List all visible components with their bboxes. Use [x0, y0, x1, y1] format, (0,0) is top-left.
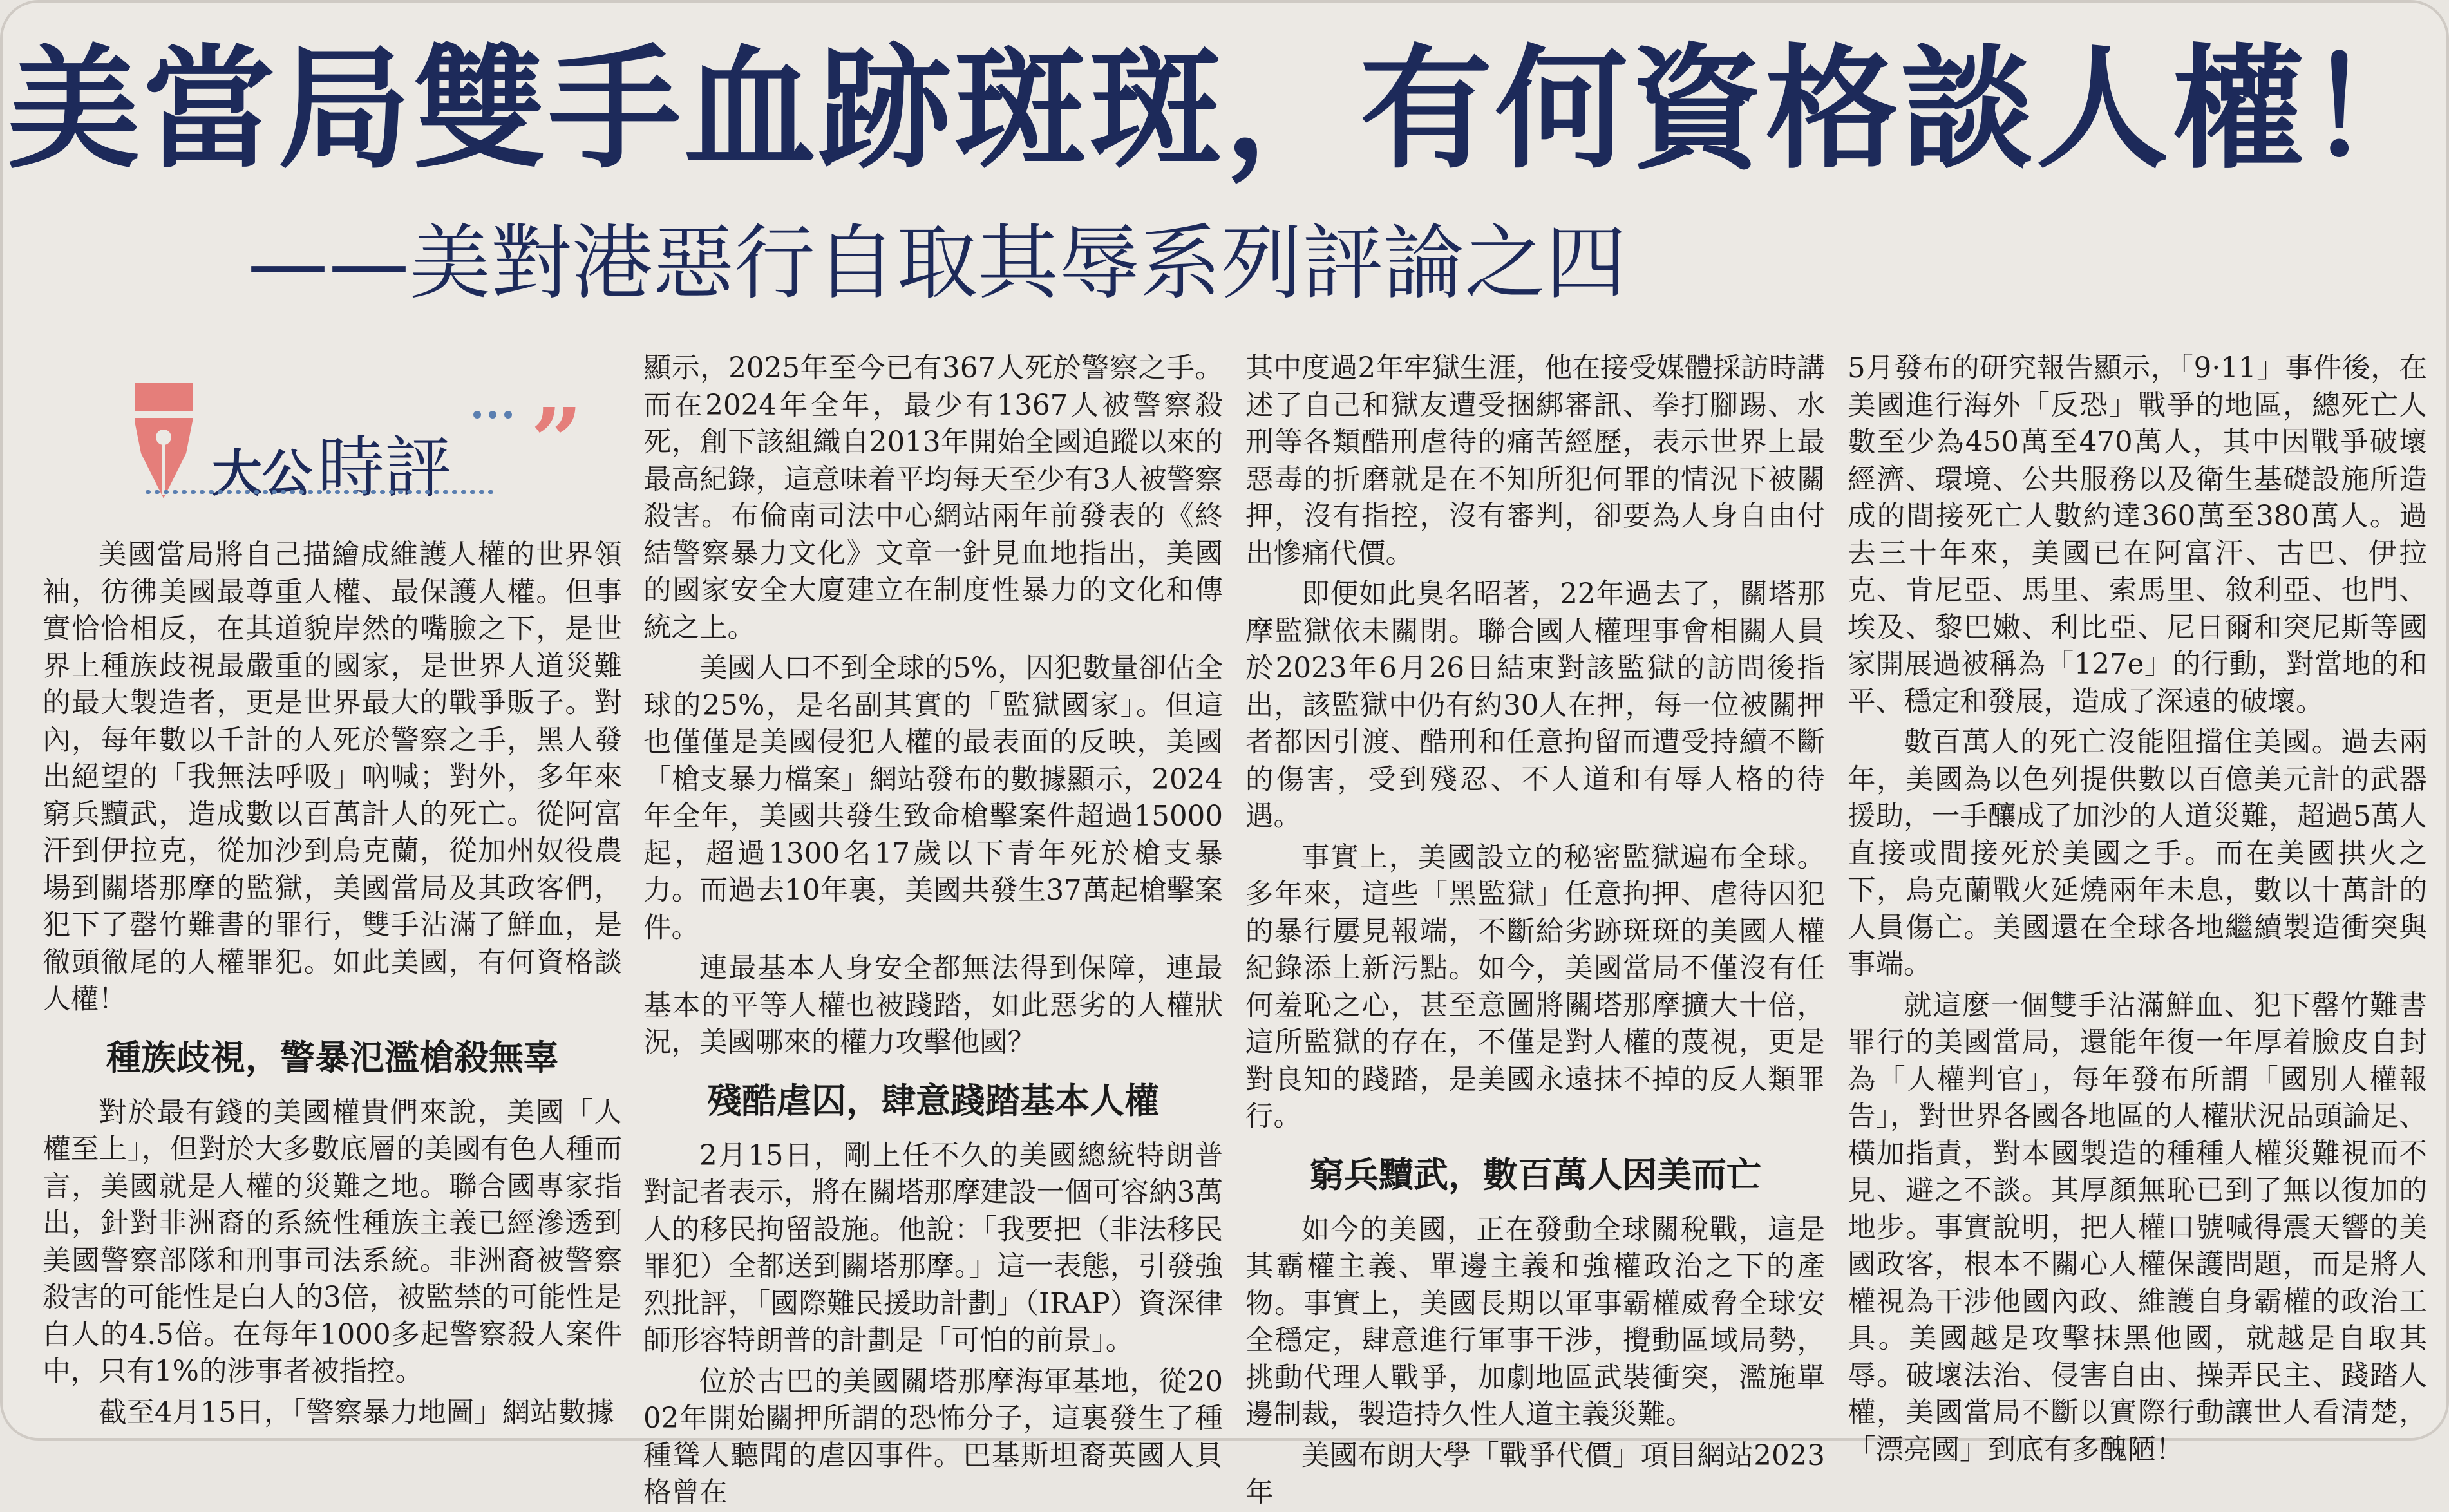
page-title: 美當局雙手血跡斑斑，有何資格談人權！ [7, 31, 2442, 187]
paragraph: 顯示，2025年至今已有367人死於警察之手。而在2024年全年，最少有1367人被警察殺死，創下該組織自2013年開始全國追蹤以來的最高紀錄，這意味着平均每天至少有3人被警察殺害。布倫南司法中心網站兩年前發表的《終結警察暴力文化》文章一針見血地指出，美國的國家安全大廈建立在制度性暴力的文化和傳統之上。 [643, 352, 1223, 644]
paragraph: 如今的美國，正在發動全球關稅戰，這是其霸權主義、單邊主義和強權政治之下的產物。事實上，美國長期以軍事霸權威脅全球安全穩定，肆意進行軍事干涉，攪動區域局勢，挑動代理人戰爭，加劇地區武裝衝突，濫施單邊制裁，製造持久性人道主義災難。 [1245, 1213, 1825, 1431]
paragraph: 即便如此臭名昭著，22年過去了，關塔那摩監獄依未關閉。聯合國人權理事會相關人員於2023年6月26日結束對該監獄的訪問後指出，該監獄中仍有約30人在押，每一位被關押者都因引渡、酷刑和任意拘留而遭受持續不斷的傷害，受到殘忍、不人道和有辱人格的待遇。 [1245, 578, 1825, 833]
paragraph: 對於最有錢的美國權貴們來說，美國「人權至上」，但對於大多數底層的美國有色人種而言，美國就是人權的災難之地。聯合國專家指出，針對非洲裔的系統性種族主義已經滲透到美國警察部隊和刑事司法系統。非洲裔被警察殺害的可能性是白人的3倍，被監禁的可能性是白人的4.5倍。在每年1000多起警察殺人案件中，只有1%的涉事者被指控。 [43, 1096, 622, 1388]
column-logo [122, 376, 611, 505]
article-column-4 [1848, 350, 2427, 1466]
paragraph: 連最基本人身安全都無法得到保障，連最基本的平等人權也被踐踏，如此惡劣的人權狀況，美國哪來的權力攻擊他國？ [643, 952, 1223, 1059]
quote-mark-icon [469, 389, 611, 495]
paragraph: 2月15日，剛上任不久的美國總統特朗普對記者表示，將在關塔那摩建設一個可容納3萬人的移民拘留設施。他說：「我要把（非法移民罪犯）全都送到關塔那摩。」這一表態，引發強烈批評，「國際難民援助計劃」（IRAP）資深律師形容特朗普的計劃是「可怕的前景」。 [643, 1139, 1223, 1357]
paragraph: 其中度過2年牢獄生涯，他在接受媒體採訪時講述了自己和獄友遭受捆綁審訊、拳打腳踢、水刑等各類酷刑虐待的痛苦經歷，表示世界上最惡毒的折磨就是在不知所犯何罪的情況下被關押，沒有指控，沒有審判，卻要為人身自由付出慘痛代價。 [1245, 352, 1825, 570]
paragraph: 美國人口不到全球的5%，囚犯數量卻佔全球的25%，是名副其實的「監獄國家」。但這也僅僅是美國侵犯人權的最表面的反映，美國「槍支暴力檔案」網站發布的數據顯示，2024年全年，美國共發生致命槍擊案件超過15000起，超過1300名17歲以下青年死於槍支暴力。而過去10年裏，美國共發生37萬起槍擊案件。 [643, 652, 1223, 944]
section-heading: 種族歧視，警暴氾濫槍殺無辜 [106, 1037, 558, 1078]
section-heading: 殘酷虐囚，肆意踐踏基本人權 [707, 1080, 1159, 1121]
paragraph: 位於古巴的美國關塔那摩海軍基地，從2002年開始關押所謂的恐怖分子，這裏發生了種種聳人聽聞的虐囚事件。巴基斯坦裔英國人貝格曾在 [643, 1365, 1223, 1509]
logo-column: 時評 [317, 428, 452, 507]
section-heading: 窮兵黷武，數百萬人因美而亡 [1309, 1154, 1761, 1195]
paragraph: 事實上，美國設立的秘密監獄遍布全球。多年來，這些「黑監獄」任意拘押、虐待囚犯的暴行屢見報端，不斷給劣跡斑斑的美國人權紀錄添上新污點。如今，美國當局不僅沒有任何羞恥之心，甚至意圖將關塔那摩擴大十倍，這所監獄的存在，不僅是對人權的蔑視，更是對良知的踐踏，是美國永遠抹不掉的反人類罪行。 [1245, 841, 1825, 1133]
paragraph: 就這麼一個雙手沾滿鮮血、犯下罄竹難書罪行的美國當局，還能年復一年厚着臉皮自封為「人權判官」，每年發布所謂「國別人權報告」，對世界各國各地區的人權狀況品頭論足、橫加指責，對本國製造的種種人權災難視而不見、避之不談。其厚顏無恥已到了無以復加的地步。事實說明，把人權口號喊得震天響的美國政客，根本不關心人權保護問題，而是將人權視為干涉他國內政、維護自身霸權的政治工具。美國越是攻擊抹黑他國，就越是自取其辱。破壞法治、侵害自由、操弄民主、踐踏人權，美國當局不斷以實際行動讓世人看清楚，「漂亮國」到底有多醜陋！ [1848, 989, 2427, 1466]
article-column-1 [43, 537, 622, 1439]
dotted-rule-decoration [147, 486, 495, 498]
paragraph: 數百萬人的死亡沒能阻擋住美國。過去兩年，美國為以色列提供數以百億美元計的武器援助，一手釀成了加沙的人道災難，超過5萬人直接或間接死於美國之手。而在美國拱火之下，烏克蘭戰火延燒兩年未息，數以十萬計的人員傷亡。美國還在全球各地繼續製造衝突與事端。 [1848, 726, 2427, 981]
paragraph: 截至4月15日，「警察暴力地圖」網站數據 [99, 1396, 614, 1429]
paragraph: 5月發布的研究報告顯示，「9·11」事件後，在美國進行海外「反恐」戰爭的地區，總死亡人數至少為450萬至470萬人，其中因戰爭破壞經濟、環境、公共服務以及衛生基礎設施所造成的間接死亡人數約達360萬至380萬人。過去三十年來，美國已在阿富汗、古巴、伊拉克、肯尼亞、馬里、索馬里、敘利亞、也門、埃及、黎巴嫩、利比亞、尼日爾和突尼斯等國家開展過被稱為「127e」的行動，對當地的和平、穩定和發展，造成了深遠的破壞。 [1848, 352, 2427, 718]
paragraph: 美國布朗大學「戰爭代價」項目網站2023年 [1245, 1439, 1825, 1509]
logo-brand: 大公 [212, 445, 313, 503]
svg-text:”: ” [531, 389, 583, 495]
page-subtitle: ——美對港惡行自取其辱系列評論之四 [247, 216, 1627, 310]
article-column-2 [643, 350, 1223, 1509]
paragraph: 美國當局將自己描繪成維護人權的世界領袖，彷彿美國最尊重人權、最保護人權。但事實恰恰相反，在其道貌岸然的嘴臉之下，是世界上種族歧視最嚴重的國家，是世界人道災難的最大製造者，更是世界最大的戰爭販子。對內，每年數以千計的人死於警察之手，黑人發出絕望的「我無法呼吸」吶喊；對外，多年來窮兵黷武，造成數以百萬計人的死亡。從阿富汗到伊拉克，從加沙到烏克蘭，從加州奴役農場到關塔那摩的監獄，美國當局及其政客們，犯下了罄竹難書的罪行，雙手沾滿了鮮血，是徹頭徹尾的人權罪犯。如此美國，有何資格談人權！ [43, 539, 622, 1016]
article-column-3 [1245, 350, 1825, 1509]
